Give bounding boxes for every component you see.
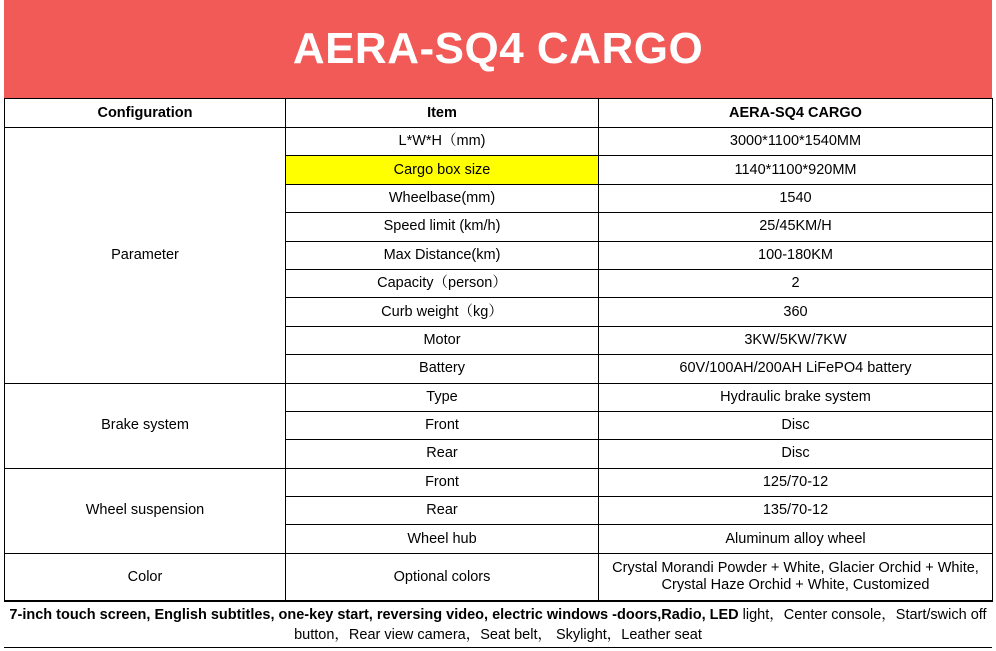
- row-value: 60V/100AH/200AH LiFePO4 battery: [599, 355, 993, 383]
- row-value: 25/45KM/H: [599, 213, 993, 241]
- features-normal-text: light，Center console，Start/swich off button，Rear view camera，Seat belt， Skylight，Leather seat: [294, 607, 987, 643]
- row-value: Disc: [599, 411, 993, 439]
- group-brake: Brake system: [5, 383, 286, 468]
- features-bold-text: 7-inch touch screen, English subtitles, one-key start, reversing video, electric windows -doors,Radio, LED: [9, 607, 739, 623]
- row-value: Disc: [599, 440, 993, 468]
- spec-table: [4, 98, 993, 602]
- row-value: 125/70-12: [599, 468, 993, 496]
- row-item: Rear: [286, 440, 599, 468]
- features-footer: [4, 600, 992, 648]
- group-color: Color: [5, 553, 286, 601]
- row-item: Wheelbase(mm): [286, 184, 599, 212]
- row-item: Speed limit (km/h): [286, 213, 599, 241]
- row-value: 360: [599, 298, 993, 326]
- row-item: Optional colors: [286, 553, 599, 601]
- row-value: Hydraulic brake system: [599, 383, 993, 411]
- header-model: AERA-SQ4 CARGO: [599, 99, 993, 128]
- header-configuration: Configuration: [5, 99, 286, 128]
- row-value: Crystal Morandi Powder + White, Glacier Orchid + White, Crystal Haze Orchid + White, Customized: [599, 553, 993, 601]
- header-item: Item: [286, 99, 599, 128]
- row-value: 1140*1100*920MM: [599, 156, 993, 184]
- row-value: 1540: [599, 184, 993, 212]
- row-item-highlighted: Cargo box size: [286, 156, 599, 184]
- table-row: [5, 468, 993, 496]
- table-header-row: [5, 99, 993, 128]
- row-item: Wheel hub: [286, 525, 599, 553]
- page-title: AERA-SQ4 CARGO: [292, 24, 704, 73]
- row-item: Capacity（person）: [286, 269, 599, 297]
- row-item: Rear: [286, 497, 599, 525]
- row-value: 3000*1100*1540MM: [599, 128, 993, 156]
- group-parameter: Parameter: [5, 128, 286, 384]
- row-value: 135/70-12: [599, 497, 993, 525]
- title-banner: [4, 0, 992, 98]
- row-item: Motor: [286, 326, 599, 354]
- row-item: Max Distance(km): [286, 241, 599, 269]
- table-row: [5, 383, 993, 411]
- row-item: Battery: [286, 355, 599, 383]
- row-item: L*W*H（mm): [286, 128, 599, 156]
- row-item: Type: [286, 383, 599, 411]
- row-value: 2: [599, 269, 993, 297]
- row-item: Curb weight（kg）: [286, 298, 599, 326]
- row-item: Front: [286, 411, 599, 439]
- row-value: Aluminum alloy wheel: [599, 525, 993, 553]
- table-row: [5, 553, 993, 601]
- row-value: 100-180KM: [599, 241, 993, 269]
- row-item: Front: [286, 468, 599, 496]
- row-value: 3KW/5KW/7KW: [599, 326, 993, 354]
- group-wheel: Wheel suspension: [5, 468, 286, 553]
- table-row: [5, 128, 993, 156]
